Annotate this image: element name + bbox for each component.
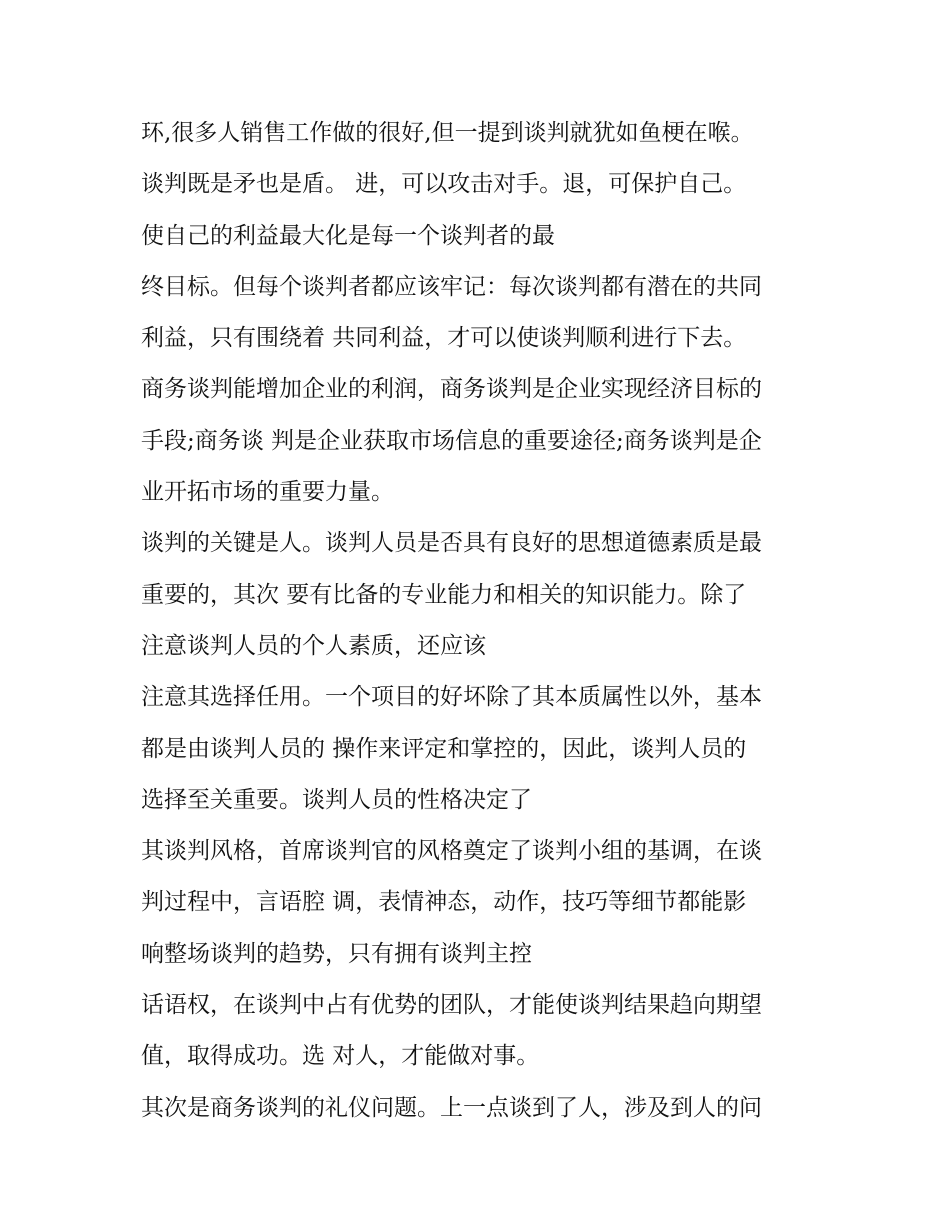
- text-line: 注意谈判人员的个人素质，还应该: [141, 632, 486, 659]
- text-line: 谈判的关键是人。谈判人员是否具有良好的思想道德素质是最: [141, 530, 762, 557]
- text-line: 其谈判风格，首席谈判官的风格奠定了谈判小组的基调，在谈: [141, 838, 762, 865]
- text-line: 注意其选择任用。一个项目的好坏除了其本质属性以外，基本: [141, 684, 762, 711]
- text-line: 使自己的利益最大化是每一个谈判者的最: [141, 222, 555, 249]
- text-line: 商务谈判能增加企业的利润，商务谈判是企业实现经济目标的: [141, 376, 762, 403]
- document-body: [141, 108, 831, 1134]
- text-line: 其次是商务谈判的礼仪问题。上一点谈到了人，涉及到人的问: [141, 1094, 762, 1121]
- text-line: 利益，只有围绕着 共同利益，才可以使谈判顺利进行下去。: [141, 325, 747, 352]
- text-line: 终目标。但每个谈判者都应该牢记：每次谈判都有潜在的共同: [141, 273, 762, 300]
- text-line: 重要的，其次 要有比备的专业能力和相关的知识能力。除了: [141, 581, 747, 608]
- text-line: 手段;商务谈 判是企业获取市场信息的重要途径;商务谈判是企: [141, 427, 762, 454]
- text-line: 响整场谈判的趋势，只有拥有谈判主控: [141, 940, 532, 967]
- text-line: 选择至关重要。谈判人员的性格决定了: [141, 786, 532, 813]
- text-line: 值，取得成功。选 对人，才能做对事。: [141, 1043, 540, 1070]
- text-line: 业开拓市场的重要力量。: [141, 479, 394, 506]
- text-line: 环,很多人销售工作做的很好,但一提到谈判就犹如鱼梗在喉。: [141, 120, 754, 146]
- text-line: 谈判既是矛也是盾。 进，可以攻击对手。退，可保护自己。: [141, 171, 747, 198]
- text-line: 都是由谈判人员的 操作来评定和掌控的，因此，谈判人员的: [141, 735, 747, 762]
- text-line: 话语权，在谈判中占有优势的团队，才能使谈判结果趋向期望: [141, 992, 762, 1019]
- text-line: 判过程中，言语腔 调，表情神态，动作，技巧等细节都能影: [141, 889, 747, 916]
